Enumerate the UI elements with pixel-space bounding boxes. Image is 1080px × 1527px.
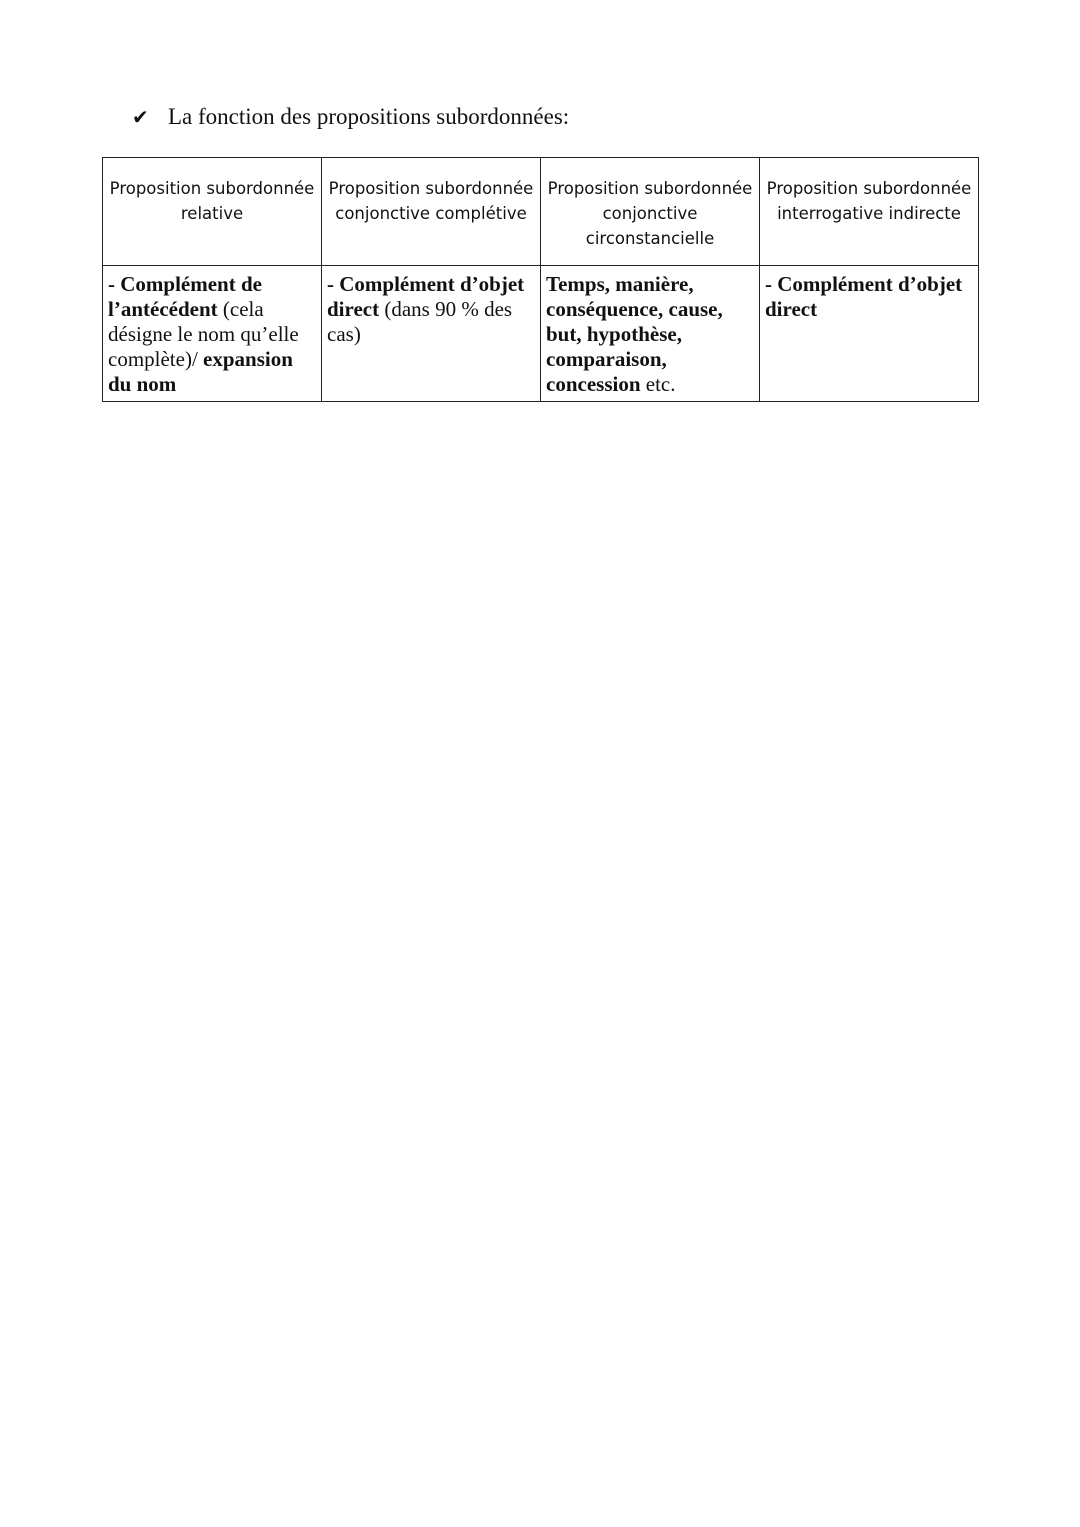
cell-bold-text: - Complément d’objet direct [327, 272, 525, 321]
cell-interrogative-function [760, 266, 979, 402]
table-header-row [103, 158, 979, 266]
cell-bold-text: - Complément de l’antécédent [108, 272, 262, 321]
cell-completive-function [322, 266, 541, 402]
section-heading-text: La fonction des propositions subordonnées: [168, 104, 570, 129]
cell-bold-text: - Complément d’objet direct [765, 272, 963, 321]
section-heading [132, 101, 569, 133]
cell-relative-function [103, 266, 322, 402]
cell-bold-text: expansion du nom [108, 347, 293, 396]
header-completive: Proposition subordonnée conjonctive complétive [322, 158, 541, 266]
header-circonstancielle: Proposition subordonnée conjonctive circonstancielle [541, 158, 760, 266]
cell-text: etc. [640, 372, 676, 396]
header-relative: Proposition subordonnée relative [103, 158, 322, 266]
cell-bold-text: Temps, manière, conséquence, cause, but, hypothèse, comparaison, concession [546, 272, 723, 396]
table-row [103, 266, 979, 402]
cell-circonstancielle-function [541, 266, 760, 402]
header-interrogative: Proposition subordonnée interrogative indirecte [760, 158, 979, 266]
cell-text: (cela désigne le nom qu’elle complète)/ [108, 297, 299, 371]
cell-text: (dans 90 % des cas) [327, 297, 513, 346]
check-mark-icon: ✔ [132, 105, 149, 129]
subordinate-functions-table [102, 157, 979, 402]
